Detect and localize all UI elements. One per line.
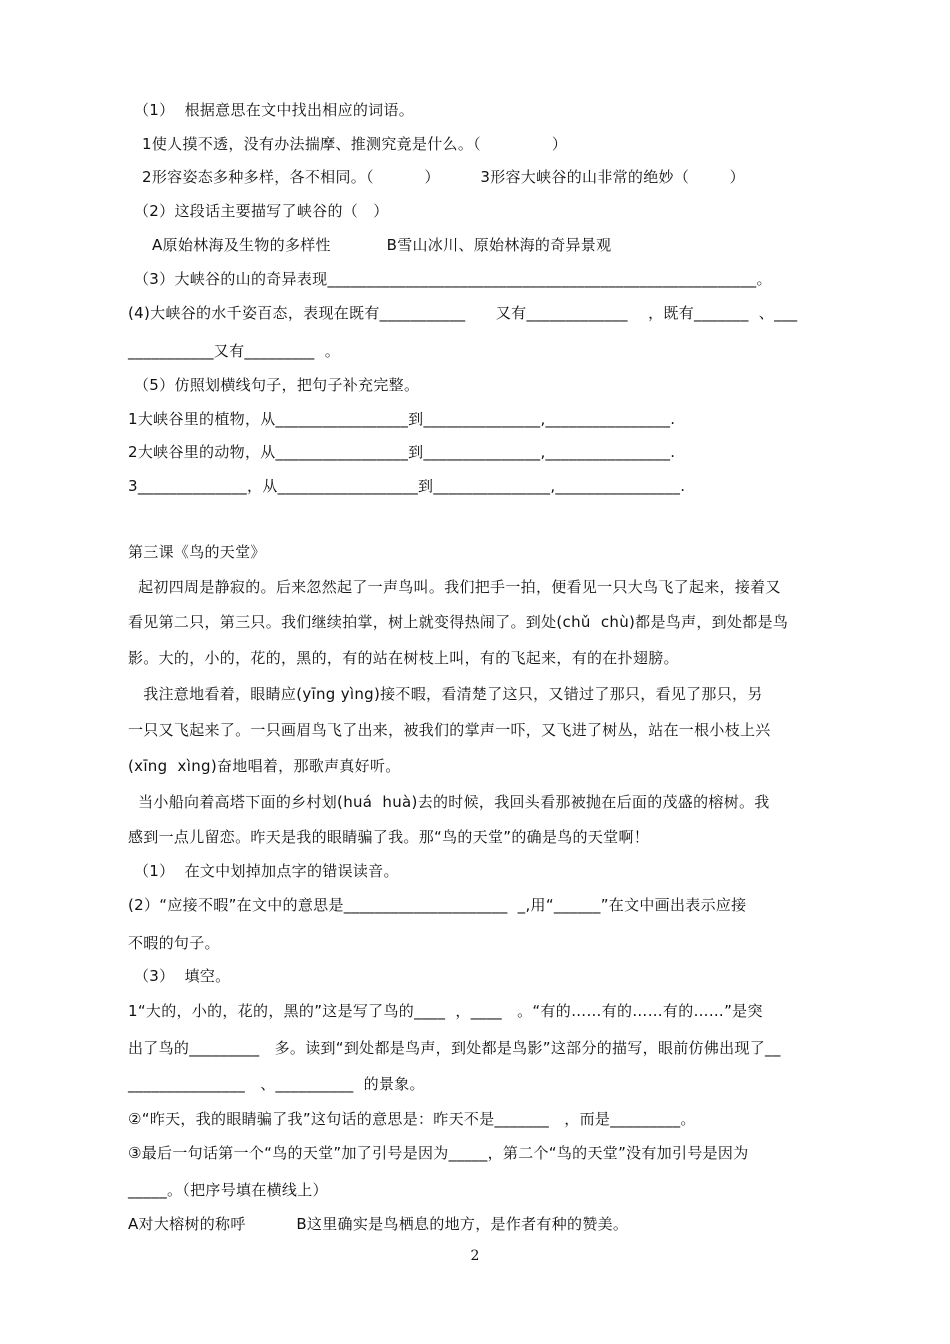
q1-item-1: 1使人摸不透，没有办法揣摩、推测究竟是什么。（ ） (142, 135, 568, 153)
lesson-title: 第三课《鸟的天堂》 (128, 543, 266, 561)
lesson3-q3-item-1a: 1“大的，小的，花的，黑的”这是写了鸟的____ ，____ 。“有的……有的……有的……”是突 (128, 1002, 763, 1020)
passage-line-5: 一只又飞起来了。一只画眉鸟飞了出来，被我们的掌声一吓，又飞进了树丛，站在一根小枝上兴 (128, 721, 771, 739)
q5-item-1: 1大峡谷里的植物，从_________________到_______________,________________. (128, 410, 676, 428)
passage-line-7: 当小船向着高塔下面的乡村划(huá huà)去的时候，我回头看那被抛在后面的茂盛的榕树。我 (128, 793, 770, 811)
lesson3-q2-line-1: (2）“应接不暇”在文中的意思是_____________________ _,用“______”在文中画出表示应接 (128, 896, 747, 914)
lesson3-q3-item-3a: ③最后一句话第一个“鸟的天堂”加了引号是因为_____，第二个“鸟的天堂”没有加引号是因为 (128, 1144, 749, 1162)
passage-line-3: 影。大的，小的，花的，黑的，有的站在树枝上叫，有的飞起来，有的在扑翅膀。 (128, 649, 679, 667)
q2-options: A原始林海及生物的多样性 B雪山冰川、原始林海的奇异景观 (152, 236, 612, 254)
q3-line: （3）大峡谷的山的奇异表现_______________________________________________________。 (134, 270, 772, 288)
lesson3-q3-item-1b: 出了鸟的_________ 多。读到“到处都是鸟声，到处都是鸟影”这部分的描写，眼前仿佛出现了__ (128, 1039, 781, 1057)
passage-line-4: 我注意地看着，眼睛应(yīng yìng)接不暇，看清楚了这只，又错过了那只，看见了那只，另 (128, 685, 763, 703)
q5-title: （5）仿照划横线句子，把句子补充完整。 (134, 376, 420, 394)
q4-line-2: ___________又有_________ 。 (128, 342, 341, 360)
q5-item-3: 3______________，从__________________到_______________,________________. (128, 477, 686, 495)
lesson3-q3-item-2: ②“昨天，我的眼睛骗了我”这句话的意思是：昨天不是_______ ，而是_________。 (128, 1110, 696, 1128)
lesson3-q2-line-2: 不暇的句子。 (128, 934, 220, 952)
lesson3-q3-title: （3） 填空。 (134, 967, 231, 985)
q2-title: （2）这段话主要描写了峡谷的（ ） (134, 202, 389, 220)
passage-line-2: 看见第二只，第三只。我们继续拍掌，树上就变得热闹了。到处(chǔ chù)都是鸟声，到处都是鸟 (128, 613, 789, 631)
passage-line-6: (xīng xìng)奋地唱着，那歌声真好听。 (128, 757, 401, 775)
passage-line-1: 起初四周是静寂的。后来忽然起了一声鸟叫。我们把手一拍，便看见一只大鸟飞了起来，接着又 (128, 578, 781, 596)
lesson3-q1: （1） 在文中划掉加点字的错误读音。 (134, 862, 399, 880)
q1-title: （1） 根据意思在文中找出相应的词语。 (134, 101, 415, 119)
lesson3-q3-item-3b: _____。（把序号填在横线上） (128, 1181, 328, 1199)
passage-line-8: 感到一点儿留恋。昨天是我的眼睛骗了我。那“鸟的天堂”的确是鸟的天堂啊！ (128, 828, 650, 846)
lesson3-q3-options: A对大榕树的称呼 B这里确实是鸟栖息的地方，是作者有种的赞美。 (128, 1215, 629, 1233)
q4-line-1: (4)大峡谷的水千姿百态，表现在既有___________ 又有_____________ ，既有_______ 、___ (128, 304, 798, 322)
q1-item-2-3: 2形容姿态多种多样，各不相同。（ ） 3形容大峡谷的山非常的绝妙（ ） (142, 168, 745, 186)
q5-item-2: 2大峡谷里的动物，从_________________到_______________,________________. (128, 443, 676, 461)
lesson3-q3-item-1c: _______________ 、__________ 的景象。 (128, 1075, 425, 1093)
page-number: 2 (470, 1248, 480, 1264)
